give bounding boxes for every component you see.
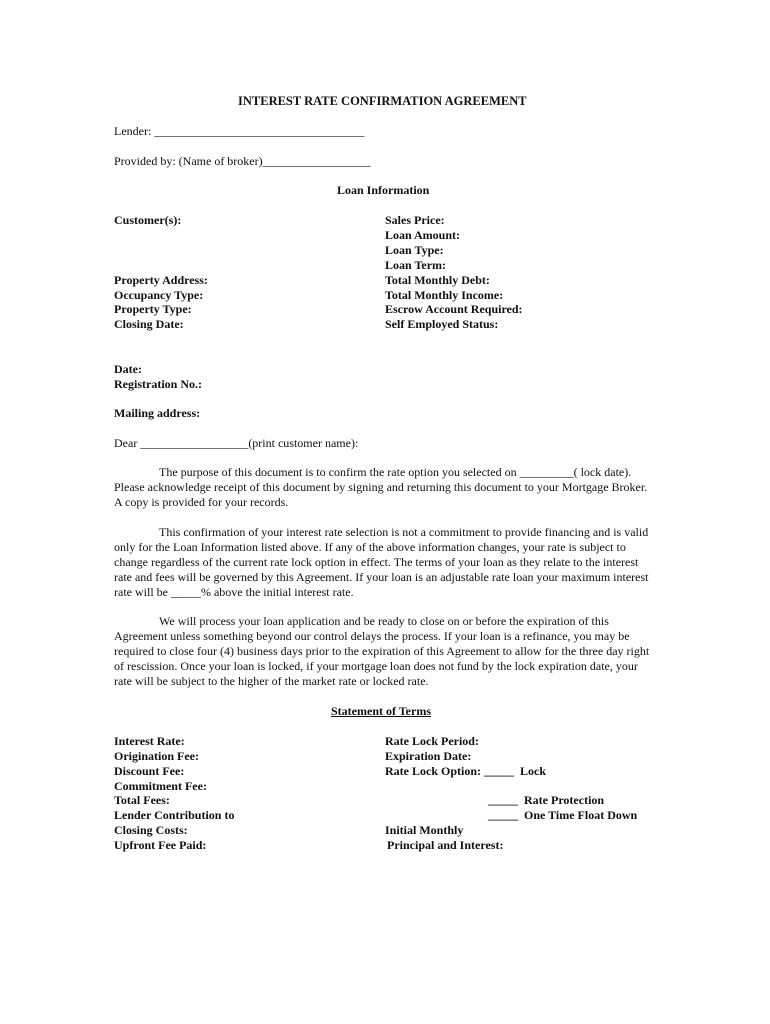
loan-amount-label: Loan Amount: xyxy=(385,228,461,242)
rate-protection-option: _____ Rate Protection xyxy=(488,793,605,807)
date-label: Date: xyxy=(114,362,142,376)
lender-contribution-label: Lender Contribution to xyxy=(114,808,235,822)
discount-fee-label: Discount Fee: xyxy=(114,764,185,778)
loan-info-heading: Loan Information xyxy=(337,183,430,197)
paragraph-confirmation xyxy=(114,525,654,600)
escrow-required-label: Escrow Account Required: xyxy=(385,302,523,316)
total-fees-label: Total Fees: xyxy=(114,793,170,807)
property-address-label: Property Address: xyxy=(114,273,208,287)
loan-term-label: Loan Term: xyxy=(385,258,447,272)
origination-fee-label: Origination Fee: xyxy=(114,749,199,763)
sales-price-label: Sales Price: xyxy=(385,213,445,227)
paragraph-processing xyxy=(114,614,654,689)
registration-label: Registration No.: xyxy=(114,377,202,391)
customers-label: Customer(s): xyxy=(114,213,182,227)
expiration-date-label: Expiration Date: xyxy=(385,749,472,763)
principal-interest-label: Principal and Interest: xyxy=(387,838,504,852)
document-title: INTEREST RATE CONFIRMATION AGREEMENT xyxy=(238,94,527,108)
lender-line: Lender: ___________________________________ xyxy=(114,124,365,138)
total-monthly-income-label: Total Monthly Income: xyxy=(385,288,504,302)
total-monthly-debt-label: Total Monthly Debt: xyxy=(385,273,490,287)
paragraph-purpose-text: The purpose of this document is to confirm the rate option you selected on _________( lock date). Please acknowledge receipt of this document by signing and returning this document to your Mortgage Broker. A copy is provided for your records. xyxy=(114,465,648,509)
provided-by-line: Provided by: (Name of broker)__________________ xyxy=(114,154,371,168)
rate-lock-period-label: Rate Lock Period: xyxy=(385,734,479,748)
closing-date-label: Closing Date: xyxy=(114,317,184,331)
paragraph-confirmation-text: This confirmation of your interest rate selection is not a commitment to provide financing and is valid only for the Loan Information listed above. If any of the above information changes, your rate is subject to change regardless of the current rate lock option in effect. The terms of your loan as they relate to the interest rate and fees will be governed by this Agreement. If your loan is an adjustable rate loan your maximum interest rate will be _____% above the initial interest rate. xyxy=(114,525,649,599)
self-employed-label: Self Employed Status: xyxy=(385,317,499,331)
one-time-float-option: _____ One Time Float Down xyxy=(488,808,638,822)
rate-lock-option-label: Rate Lock Option: _____ Lock xyxy=(385,764,547,778)
commitment-fee-label: Commitment Fee: xyxy=(114,779,207,793)
interest-rate-label: Interest Rate: xyxy=(114,734,185,748)
occupancy-type-label: Occupancy Type: xyxy=(114,288,204,302)
terms-heading: Statement of Terms xyxy=(331,704,431,718)
upfront-fee-label: Upfront Fee Paid: xyxy=(114,838,207,852)
closing-costs-label: Closing Costs: xyxy=(114,823,188,837)
paragraph-purpose xyxy=(114,465,654,510)
dear-line: Dear __________________(print customer name): xyxy=(114,436,359,450)
mailing-address-label: Mailing address: xyxy=(114,406,201,420)
property-type-label: Property Type: xyxy=(114,302,192,316)
loan-type-label: Loan Type: xyxy=(385,243,444,257)
paragraph-processing-text: We will process your loan application and be ready to close on or before the expiration of this Agreement unless something beyond our control delays the process. If your loan is a refinance, you may be required to close four (4) business days prior to the expiration of this Agreement to allow for the three day right of rescission. Once your loan is locked, if your mortgage loan does not fund by the lock expiration date, your rate will be subject to the higher of the market rate or locked rate. xyxy=(114,614,650,688)
initial-monthly-label: Initial Monthly xyxy=(385,823,464,837)
